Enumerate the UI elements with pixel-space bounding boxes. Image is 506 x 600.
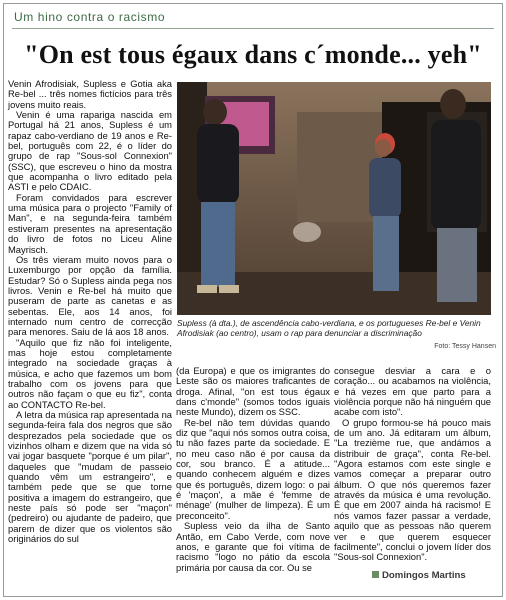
band-photo-illustration: [177, 82, 491, 315]
paragraph: consegue desviar a cara e o coração... ou acabamos na violência, e há vezes em que parto para a violência porque não há ninguém que acabe com isto".: [334, 365, 491, 418]
section-kicker: Um hino contra o racismo: [14, 10, 166, 24]
article-column-3: [334, 366, 491, 571]
article-column-2: [176, 366, 330, 581]
paragraph: Venin é uma rapariga nascida em Portugal há 21 anos, Supless é um rapaz cabo-verdiano de 19 anos e Re-bel, português com 22, é o líder do grupo de rap "Sous-sol Connexion" (SSC), que escreveu o hino da mostra que acompanha o livro editado pela ASTI e pelo CDAIC.: [8, 109, 172, 193]
paragraph: Foram convidados para escrever uma música para o projecto "Family of Man", e na segunda-feira também estiveram presentes na apresentação do livro de fotos no Liceu Aline Mayrisch.: [8, 191, 172, 255]
article-column-1: [8, 79, 172, 579]
byline-square-icon: [372, 571, 379, 578]
paragraph: Re-bel não tem dúvidas quando diz que "aqui nós somos outra coisa, tu não fazes parte da sociedade. E no meu caso não é por causa da cor, sou branco. É a atitude... quando conhecem alguém e dizes que és português, dizem logo: o pai é 'maçon', a mãe é 'femme de ménage' (mulher de limpeza). É um preconceito".: [176, 416, 330, 521]
paragraph: Os três vieram muito novos para o Luxemburgo por opção da família. Estudar? Só o Supless ainda pega nos livros. Venin e Re-bel há muito que puseram de parte as canetas e as sebentas. Ele, aos 14 anos, foi internado num centro de correcção para menores. Saiu de lá aos 18 anos.: [8, 253, 172, 338]
paragraph: (da Europa) e que os imigrantes do Leste são os maiores traficantes de droga. Afinal, "on est tous égaux dans c'monde" (somos todos iguais neste Mundo), dizem os SSC.: [176, 365, 330, 418]
paragraph: "Aquilo que fiz não foi inteligente, mas hoje estou completamente integrado na sociedade graças à música, e acho que fazemos um bom trabalho com os jovens para que outros não façam o que eu fiz", conta ao CONTACTO Re-bel.: [8, 336, 172, 410]
paragraph: O grupo formou-se há pouco mais de um ano. Já editaram um álbum, "La trezième rue, que andámos a distribuir de graça", conta Re-bel. "Agora estamos com este single e vamos começar a preparar outro álbum. O que nós queremos fazer através da música é uma revolução. É que em 2007 ainda há racismo! E nós vamos fazer passar a verdade, aquilo que as pessoas não querem ver e que querem esquecer facilmente", conclui o jovem líder dos "Sous-sol Connexion".: [334, 416, 491, 563]
band-photo: [177, 82, 491, 315]
kicker-divider: [12, 28, 494, 29]
paragraph: Venin Afrodisiak, Supless e Gotia aka Re-bel ... três nomes fictícios para três jovens muito reais.: [8, 78, 172, 110]
paragraph: Supless veio da ilha de Santo Antão, em Cabo Verde, com nove anos, e garante que foi vítima de racismo "logo no pátio da escola primária por causa da cor. Ou se: [176, 520, 330, 573]
headline: "On est tous égaux dans c´monde... yeh": [24, 40, 482, 69]
author-name: Domingos Martins: [382, 570, 466, 581]
photo-credit: Foto: Tessy Hansen: [434, 343, 496, 350]
paragraph: A letra da música rap apresentada na segunda-feira fala dos negros que são desprezados pela sociedade que os vizinhos olham e dizem que na vida só vai jogar basquete "porque é um pilar", daqueles que "mudam de passeio quando vêm um estrangeiro", e também pede que se que torne positiva a imagem do estrangeiro, que neste país só pode ser "maçon" (pedreiro) ou ajudante de padeiro, que parem de dizer que os violentos são originários do sul: [8, 409, 172, 545]
author-byline: [372, 570, 466, 581]
photo-caption: Supless (à dta.), de ascendência cabo-verdiana, e os portugueses Re-bel e Venin Afrodisiak (ao centro), usam o rap para denunciar a discriminação: [177, 318, 481, 338]
